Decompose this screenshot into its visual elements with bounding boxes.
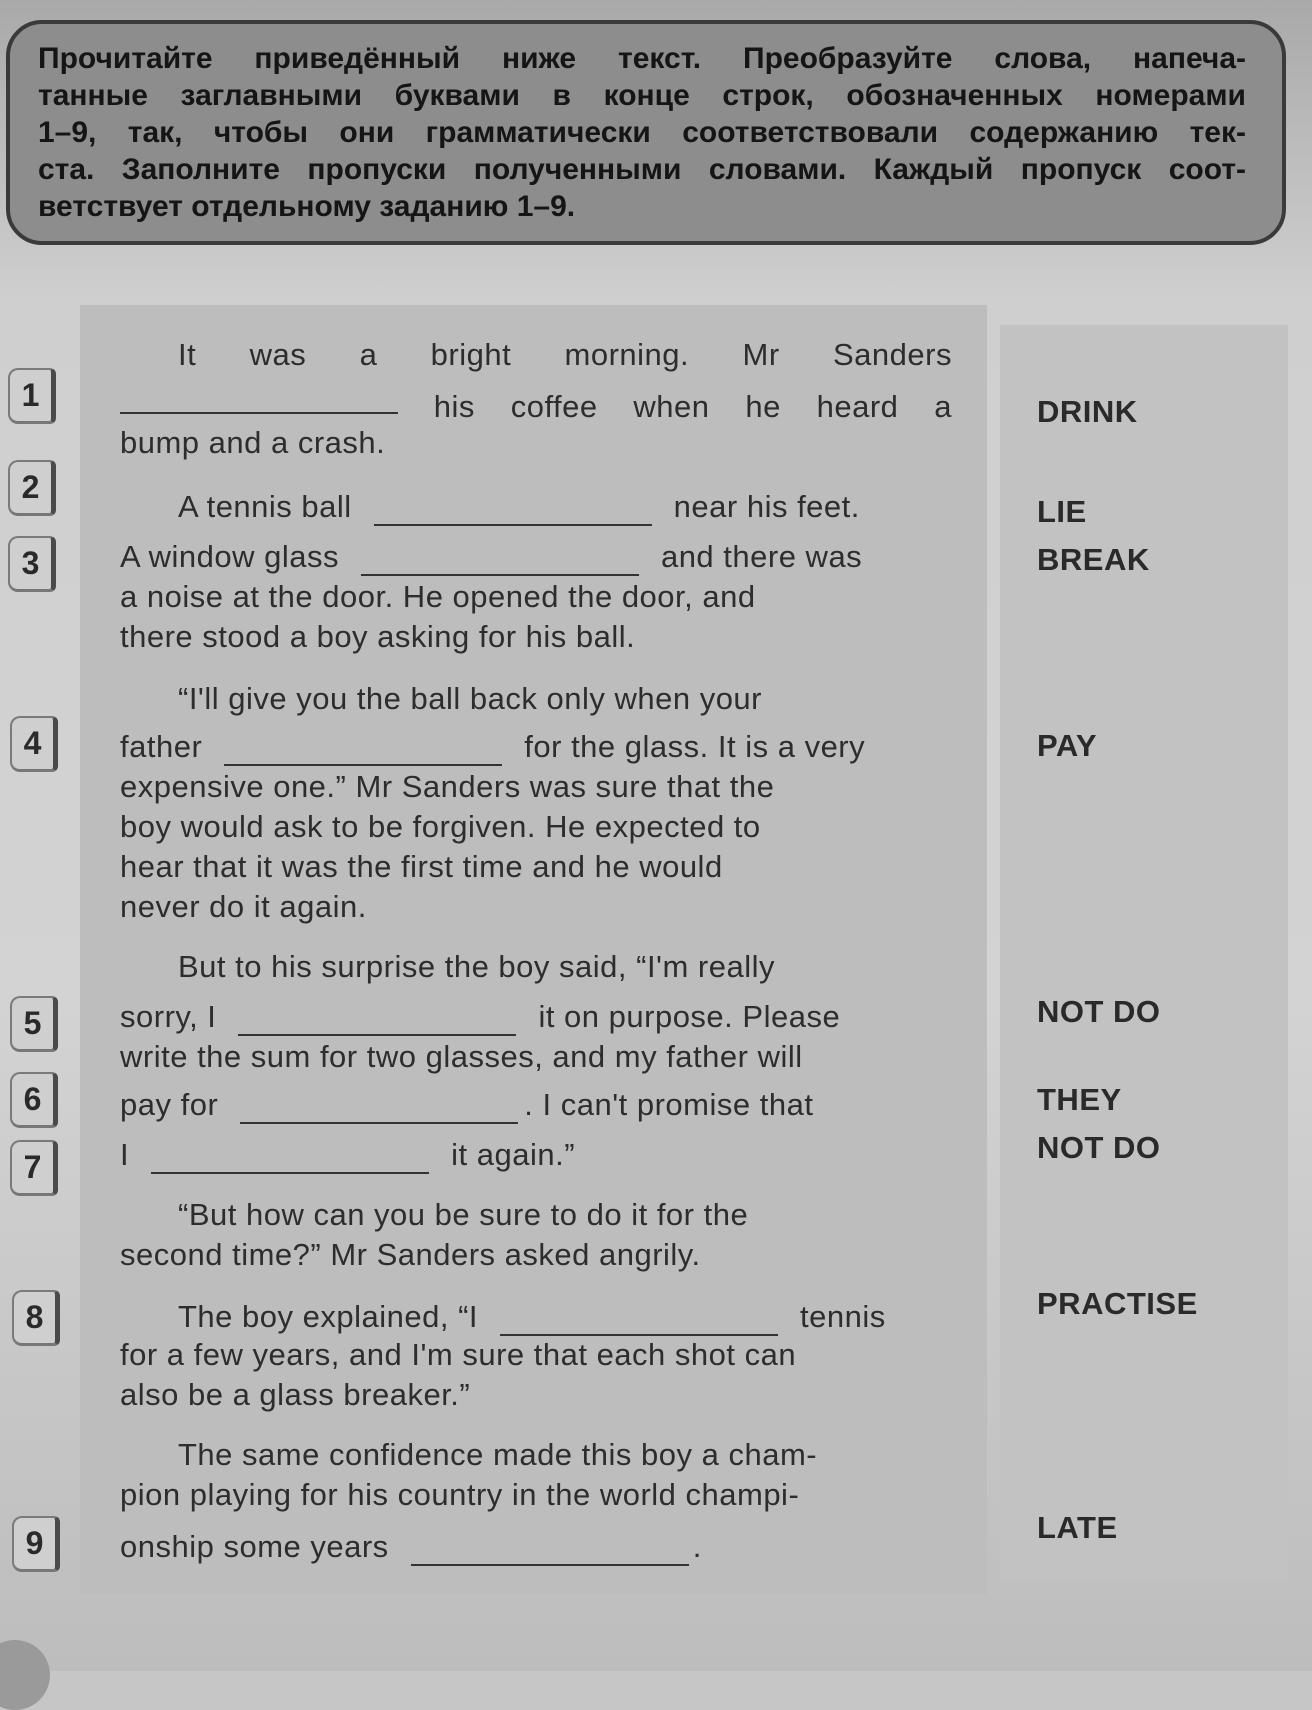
text-line: But to his surprise the boy said, “I'm really	[178, 949, 775, 984]
text-line	[120, 996, 952, 1036]
text-line	[120, 1134, 952, 1174]
task-number-1: 1	[8, 368, 56, 424]
text-line: for a few years, and I'm sure that each shot can	[120, 1337, 797, 1372]
keyword-7: NOT DO	[1037, 1130, 1161, 1165]
answer-blank-7[interactable]	[151, 1148, 429, 1174]
instruction-line: Прочитайте приведённый ниже текст. Преобразуйте слова, напеча-	[38, 42, 1246, 75]
text-line	[120, 726, 952, 766]
answer-blank-2[interactable]	[374, 500, 652, 526]
word: his	[433, 389, 475, 424]
keyword-6: THEY	[1037, 1082, 1122, 1117]
task-number-5: 5	[10, 996, 58, 1052]
keyword-9: LATE	[1037, 1510, 1118, 1545]
word: morning.	[564, 337, 690, 372]
word: bright	[430, 337, 512, 372]
keyword-5: NOT DO	[1037, 994, 1161, 1029]
instruction-line: танные заглавными буквами в конце строк, обозначенных номерами	[38, 79, 1246, 112]
text-fragment: I	[120, 1137, 130, 1172]
word: It	[178, 337, 197, 372]
keyword-2: LIE	[1037, 494, 1087, 529]
text-fragment: .	[692, 1529, 702, 1564]
instruction-box	[6, 20, 1286, 245]
task-number-6: 6	[10, 1072, 58, 1128]
text-fragment: sorry, I	[120, 999, 217, 1034]
word: Sanders	[833, 337, 952, 372]
text-fragment: A window glass	[120, 539, 339, 574]
text-line: also be a glass breaker.”	[120, 1377, 471, 1412]
answer-blank-8[interactable]	[500, 1310, 778, 1336]
keyword-3: BREAK	[1037, 542, 1150, 577]
text-line: hear that it was the first time and he would	[120, 849, 723, 884]
text-line	[178, 1296, 952, 1336]
instruction-line: ста. Заполните пропуски полученными словами. Каждый пропуск соот-	[38, 153, 1246, 186]
text-fragment: near his feet.	[673, 489, 860, 524]
keyword-4: PAY	[1037, 728, 1098, 763]
text-line	[120, 1084, 952, 1124]
answer-blank-4[interactable]	[224, 740, 502, 766]
text-line: there stood a boy asking for his ball.	[120, 619, 636, 654]
text-fragment: and there was	[660, 539, 863, 574]
text-line: a noise at the door. He opened the door, and	[120, 579, 756, 614]
task-number-3: 3	[8, 536, 56, 592]
text-fragment: . I can't promise that	[524, 1087, 814, 1122]
task-number-7: 7	[10, 1140, 58, 1196]
answer-blank-9[interactable]	[411, 1540, 689, 1566]
word: coffee	[510, 389, 598, 424]
text-fragment: father	[120, 729, 203, 764]
text-line	[120, 536, 952, 576]
text-line: never do it again.	[120, 889, 367, 924]
text-line: “I'll give you the ball back only when your	[178, 681, 762, 716]
word: when	[633, 389, 710, 424]
text-line: write the sum for two glasses, and my father will	[120, 1039, 803, 1074]
task-number-4: 4	[10, 716, 58, 772]
keyword-1: DRINK	[1037, 394, 1138, 429]
task-number-9: 9	[12, 1516, 60, 1572]
text-line	[178, 486, 952, 526]
text-line	[120, 1526, 952, 1566]
text-line: “But how can you be sure to do it for the	[178, 1197, 749, 1232]
text-line: The same confidence made this boy a cham-	[178, 1437, 818, 1472]
keyword-8: PRACTISE	[1037, 1286, 1198, 1321]
answer-blank-3[interactable]	[361, 550, 639, 576]
word: was	[249, 337, 307, 372]
text-line	[120, 388, 952, 428]
task-number-2: 2	[8, 460, 56, 516]
answer-blank-1[interactable]	[120, 388, 398, 414]
word: a	[934, 389, 952, 424]
text-line: boy would ask to be forgiven. He expected to	[120, 809, 761, 844]
task-number-8: 8	[12, 1290, 60, 1346]
text-fragment: A tennis ball	[178, 489, 352, 524]
text-line: pion playing for his country in the world champi-	[120, 1477, 800, 1512]
instruction-line: 1–9, так, чтобы они грамматически соответствовали содержанию тек-	[38, 116, 1246, 149]
word: he	[745, 389, 781, 424]
text-line: bump and a crash.	[120, 425, 386, 460]
text-fragment: it again.”	[451, 1137, 576, 1172]
text-fragment: for the glass. It is a very	[524, 729, 866, 764]
text-fragment: it on purpose. Please	[538, 999, 841, 1034]
text-line	[178, 336, 952, 376]
instruction-line: ветствует отдельному заданию 1–9.	[38, 190, 576, 223]
text-fragment: pay for	[120, 1087, 219, 1122]
text-fragment: tennis	[800, 1299, 886, 1334]
answer-blank-5[interactable]	[238, 1010, 516, 1036]
word: heard	[816, 389, 899, 424]
word: a	[359, 337, 378, 372]
text-line: expensive one.” Mr Sanders was sure that the	[120, 769, 775, 804]
answer-blank-6[interactable]	[240, 1098, 518, 1124]
text-fragment: The boy explained, “I	[178, 1299, 479, 1334]
text-line: second time?” Mr Sanders asked angrily.	[120, 1237, 701, 1272]
word: Mr	[742, 337, 780, 372]
text-fragment: onship some years	[120, 1529, 389, 1564]
